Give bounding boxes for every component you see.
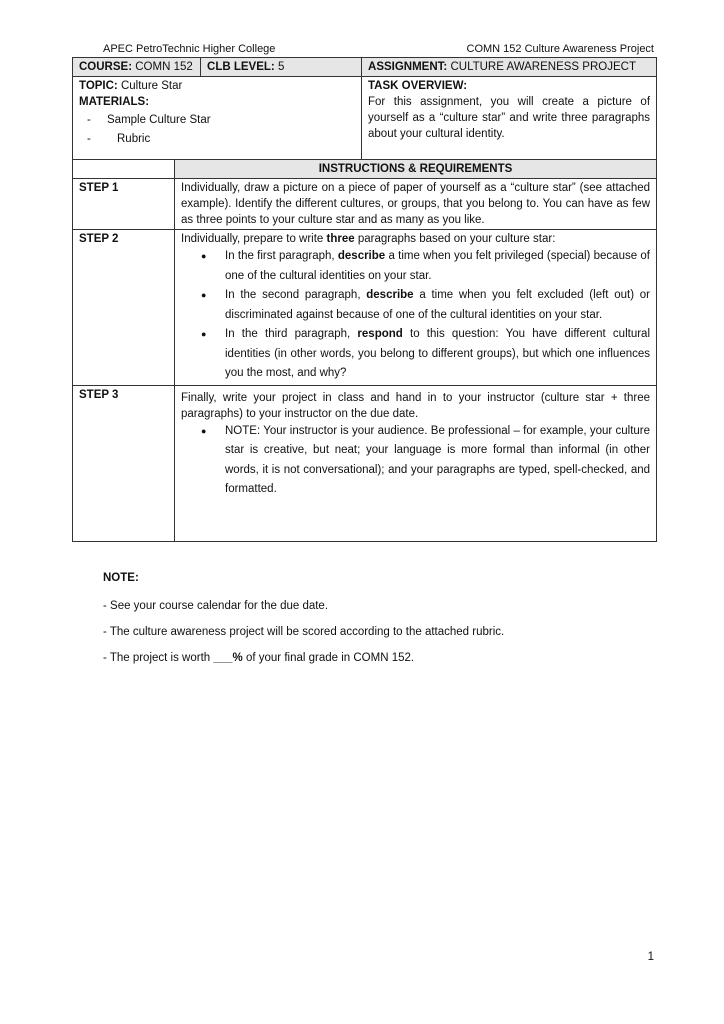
b2-bold: describe [366, 289, 414, 301]
step2-intro-b: paragraphs based on your culture star: [354, 233, 556, 245]
b2-b: a time when you felt excluded (left out) or discriminated against because of one of the cultural identities on your star. [225, 289, 651, 321]
overview-cell [362, 77, 657, 160]
step2-intro-bold: three [326, 233, 355, 245]
course-label: COURSE: [79, 61, 133, 73]
step1-label-cell [73, 179, 175, 230]
note-line-3-b: of your final grade in COMN 152. [242, 652, 415, 664]
topic-cell [73, 77, 362, 160]
note-line-3-a: - The project is worth [103, 652, 214, 664]
clb-label: CLB LEVEL: [207, 61, 275, 73]
clb-value: 5 [277, 61, 285, 73]
b3-a: In the third paragraph, [225, 328, 358, 340]
step3-row [73, 385, 657, 541]
b2-a: In the second paragraph, [225, 289, 367, 301]
b1-bold: describe [337, 250, 386, 262]
instructions-heading-text: INSTRUCTIONS & REQUIREMENTS [318, 163, 513, 175]
course-value: COMN 152 [135, 61, 193, 73]
step3-note: ● NOTE: Your instructor is your audience. Be professional – for example, your culture star is creative, but neat; your language is more formal than informal (in other words, it is not conversational); and your paragraphs are typed, spell-checked, and formatted. [181, 422, 650, 500]
step3-bullets [181, 422, 650, 500]
grade-percent-blank: ___% [213, 652, 243, 664]
instructions-heading-row [73, 160, 657, 179]
step2-bullet-3 [181, 325, 650, 384]
b1-a: In the first paragraph, [225, 250, 338, 262]
instructions-heading [175, 160, 657, 179]
step3-content [175, 385, 657, 541]
header-college-name: APEC PetroTechnic Higher College [103, 43, 276, 55]
step2-label: STEP 2 [79, 233, 119, 245]
note-line-3 [103, 652, 663, 664]
b3-b: to this question: You have different cultural identities (in other words, you belong to different groups), but which one influences you the most, and why? [225, 328, 651, 379]
step2-bullet-1 [181, 247, 650, 286]
note-line-1: - See your course calendar for the due date. [103, 600, 329, 612]
step1-row [73, 179, 657, 230]
assignment-value: CULTURE AWARENESS PROJECT [450, 61, 636, 73]
b1-b: a time when you felt privileged (special) because of one of the cultural identities on your star. [225, 250, 650, 282]
step2-bullets [181, 247, 650, 384]
notes-title: NOTE: [103, 572, 139, 584]
step1-label: STEP 1 [79, 182, 119, 194]
materials-label: MATERIALS: [79, 96, 150, 108]
topic-value: Culture Star [120, 80, 183, 92]
topic-label: TOPIC: [79, 80, 118, 92]
topic-row [73, 77, 657, 160]
material-item: - Sample Culture Star [79, 111, 355, 130]
assignment-cell [362, 58, 657, 77]
note-line-2: - The culture awareness project will be scored according to the attached rubric. [103, 626, 505, 638]
step2-bullet-2 [181, 286, 650, 325]
material-item: - Rubric [79, 130, 355, 149]
overview-text: For this assignment, you will create a picture of yourself as a “culture star” and write three paragraphs about your cultural identity. [368, 96, 651, 140]
step2-row [73, 230, 657, 386]
header-project-title: COMN 152 Culture Awareness Project [466, 43, 654, 55]
materials-list [79, 111, 355, 149]
page-number: 1 [647, 951, 654, 963]
overview-label: TASK OVERVIEW: [368, 80, 468, 92]
step2-content [175, 230, 657, 386]
step2-intro-a: Individually, prepare to write [181, 233, 327, 245]
course-row [73, 58, 657, 77]
clb-cell [201, 58, 362, 77]
assignment-label: ASSIGNMENT: [368, 61, 448, 73]
assignment-table [72, 57, 657, 542]
step3-label: STEP 3 [79, 388, 119, 401]
empty-cell [73, 160, 175, 179]
b3-bold: respond [357, 328, 403, 340]
step2-label-cell [73, 230, 175, 386]
step3-label-cell [73, 385, 175, 541]
step3-text: Finally, write your project in class and hand in to your instructor (culture star + three paragraphs) to your instructor on the due date. [181, 391, 651, 420]
course-cell [73, 58, 201, 77]
step1-text: Individually, draw a picture on a piece of paper of yourself as a “culture star” (see attached example). Identify the different cultures, or groups, that you belong to. You can have as few as three points to your culture star and as many as you like. [175, 179, 657, 230]
step2-intro [181, 231, 650, 247]
notes-section [103, 572, 663, 678]
